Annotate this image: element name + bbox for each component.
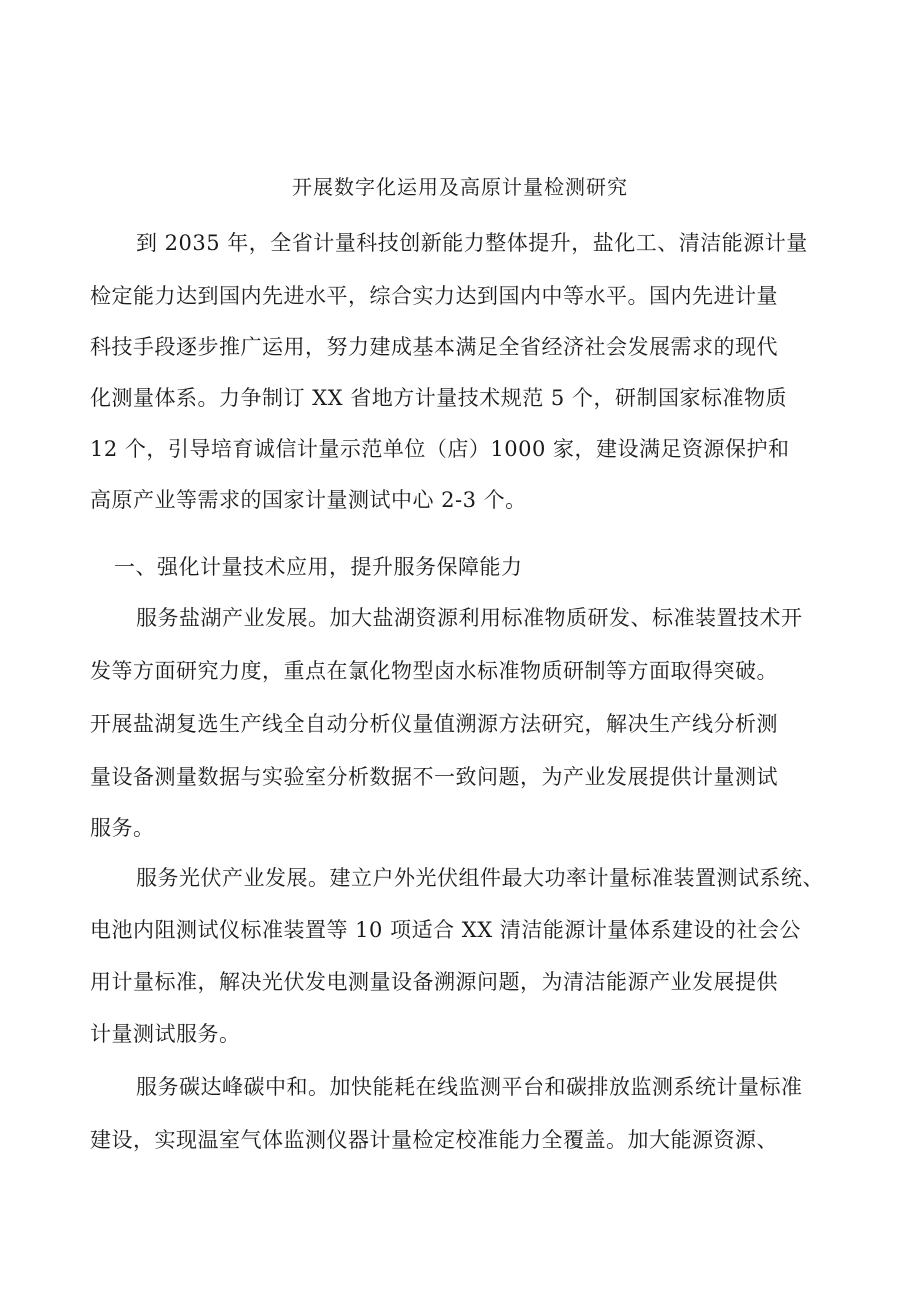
- intro-line: 12 个，引导培育诚信计量示范单位（店）1000 家，建设满足资源保护和: [90, 437, 790, 461]
- intro-line: 检定能力达到国内先进水平，综合实力达到国内中等水平。国内先进计量: [90, 284, 778, 308]
- salt-lake-paragraph-line: 开展盐湖复选生产线全自动分析仪量值溯源方法研究，解决生产线分析测: [90, 712, 778, 736]
- document-title: 开展数字化运用及高原计量检测研究: [292, 175, 628, 199]
- intro-line: 科技手段逐步推广运用，努力建成基本满足全省经济社会发展需求的现代: [90, 335, 778, 359]
- salt-lake-paragraph-line: 服务。: [90, 816, 155, 840]
- intro-line: 化测量体系。力争制订 XX 省地方计量技术规范 5 个，研制国家标准物质: [90, 386, 787, 410]
- carbon-paragraph-line: 建设，实现温室气体监测仪器计量检定校准能力全覆盖。加大能源资源、: [90, 1128, 778, 1152]
- photovoltaic-paragraph-line: 计量测试服务。: [90, 1022, 241, 1046]
- salt-lake-paragraph-line: 服务盐湖产业发展。加大盐湖资源利用标准物质研发、标准装置技术开: [136, 606, 803, 630]
- carbon-paragraph-line: 服务碳达峰碳中和。加快能耗在线监测平台和碳排放监测系统计量标准: [136, 1075, 803, 1099]
- photovoltaic-paragraph-line: 电池内阻测试仪标准装置等 10 项适合 XX 清洁能源计量体系建设的社会公: [90, 918, 801, 942]
- photovoltaic-paragraph-line: 服务光伏产业发展。建立户外光伏组件最大功率计量标准装置测试系统、: [136, 866, 824, 890]
- salt-lake-paragraph-line: 发等方面研究力度，重点在氯化物型卤水标准物质研制等方面取得突破。: [90, 659, 778, 683]
- section-heading: 一、强化计量技术应用，提升服务保障能力: [114, 555, 523, 579]
- photovoltaic-paragraph-line: 用计量标准，解决光伏发电测量设备溯源问题，为清洁能源产业发展提供: [90, 970, 778, 994]
- intro-line: 到 2035 年，全省计量科技创新能力整体提升，盐化工、清洁能源计量: [136, 231, 808, 255]
- intro-line: 高原产业等需求的国家计量测试中心 2-3 个。: [90, 488, 527, 512]
- salt-lake-paragraph-line: 量设备测量数据与实验室分析数据不一致问题，为产业发展提供计量测试: [90, 765, 778, 789]
